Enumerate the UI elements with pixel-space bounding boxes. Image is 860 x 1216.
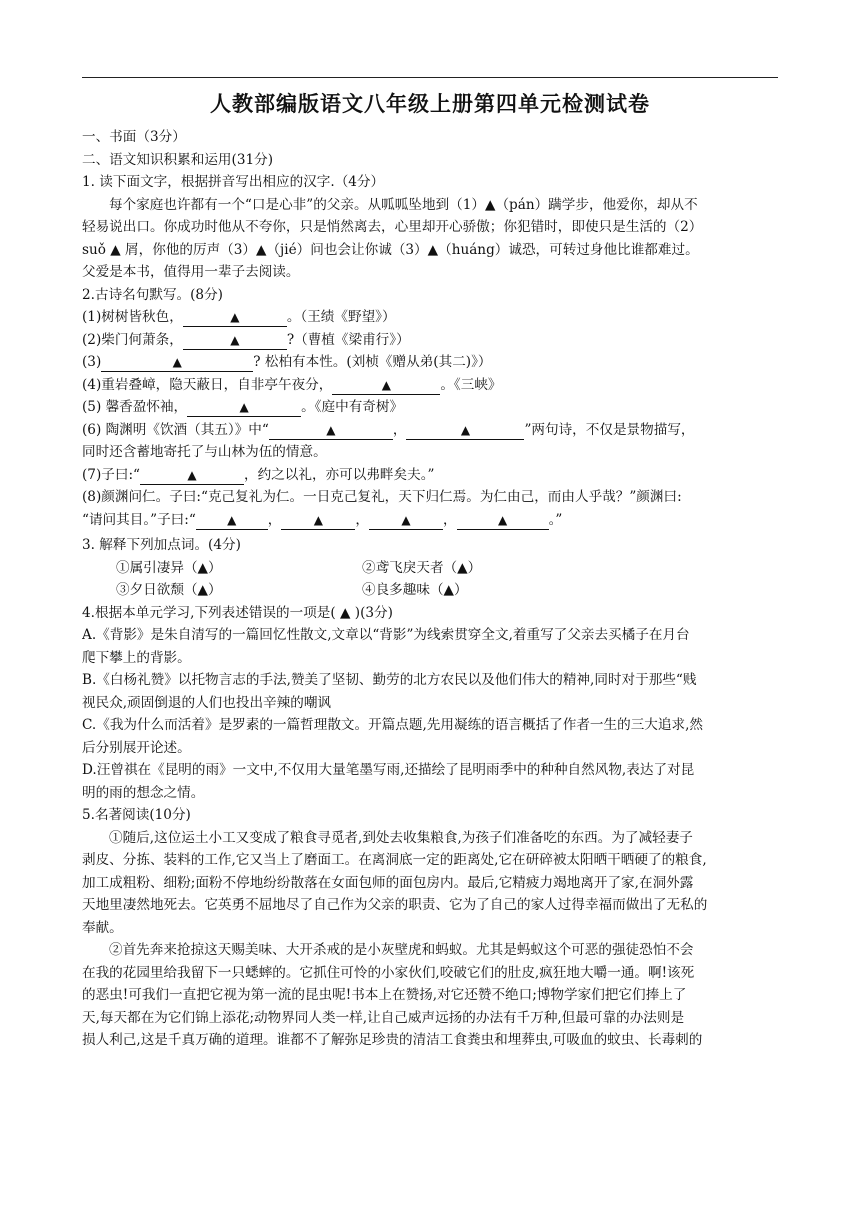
q4-heading: 4.根据本单元学习,下列表述错误的一项是( ▲ )(3分): [82, 604, 393, 621]
q2-item-7: (7)子曰:“ ▲ ，约之以礼，亦可以弗畔矣夫。”: [82, 466, 435, 483]
q5-p2-line: 天,每天都在为它们锦上添花;动物界同人类一样,让自己威声远扬的办法有千万种,但最可靠的办法则是: [82, 1009, 685, 1026]
q2-item-8-line-1: (8)颜渊问仁。子曰:“克己复礼为仁。一日克己复礼，天下归仁焉。为仁由己，而由人乎哉？”颜渊曰:: [82, 489, 682, 505]
q3-item-1: ①属引凄异（▲）: [116, 559, 222, 576]
answer-blank[interactable]: ▲: [281, 511, 355, 530]
answer-blank[interactable]: ▲: [101, 353, 253, 372]
q5-p2-line: 损人利己,这是千真万确的道理。谁都不了解弥足珍贵的清洁工食粪虫和埋葬虫,可吸血的蚊虫、长毒刺的: [82, 1032, 703, 1048]
q4-option-d-line-2: 明的雨的想念之情。: [82, 784, 205, 801]
section-heading-2: 二、语文知识积累和运用(31分): [82, 151, 274, 168]
q4-option-d-line-1: D.汪曾祺在《昆明的雨》一文中,不仅用大量笔墨写雨,还描绘了昆明雨季中的种种自然风物,表达了对昆: [82, 762, 695, 778]
q4-option-c-line-2: 后分别展开论述。: [82, 739, 191, 756]
q1-line-3: suǒ ▲ 屑，你他的厉声（3）▲（jié）问也会让你诚（3）▲（huáng）诚恐，可转过身他比谁都难过。: [82, 241, 699, 258]
q5-p1-line: 剥皮、分拣、装料的工作,它又当上了磨面工。在离洞底一定的距离处,它在研碎被太阳晒干晒硬了的粮食,: [82, 852, 707, 868]
section-heading-1: 一、书面（3分）: [82, 129, 186, 145]
q3-item-2: ②鸢飞戾天者（▲）: [362, 559, 482, 576]
answer-blank[interactable]: ▲: [332, 376, 440, 395]
answer-blank[interactable]: ▲: [457, 511, 549, 530]
q2-heading: 2.古诗名句默写。(8分): [82, 286, 223, 303]
q5-p1-line: 天地里凄然地死去。它英勇不屈地尽了自己作为父亲的职责、它为了自己的家人过得幸福而做出了无私的: [82, 897, 708, 913]
q5-p2-line: 的恶虫!可我们一直把它视为第一流的昆虫呢!书本上在赞扬,对它还赞不绝口;博物学家们把它们捧上了: [82, 987, 687, 1003]
q5-p2-line: 在我的花园里给我留下一只蟋蟀的。它抓住可怜的小家伙们,咬破它们的肚皮,疯狂地大嚼一通。啊!该死: [82, 964, 695, 981]
q3-row-1: [82, 557, 778, 580]
q2-item-3: (3) ▲ ? 松柏有本性。(刘桢《赠从弟(其二)》）: [82, 354, 492, 370]
answer-blank[interactable]: ▲: [269, 421, 393, 440]
answer-blank[interactable]: ▲: [140, 466, 244, 485]
q5-heading: 5.名著阅读(10分): [82, 807, 191, 823]
q5-p1-line: 加工成粗粉、细粉;面粉不停地纷纷散落在女面包师的面包房内。最后,它精疲力竭地离开了家,在洞外露: [82, 874, 694, 891]
answer-blank[interactable]: ▲: [196, 511, 268, 530]
q4-option-a-line-1: A.《背影》是朱自清写的一篇回忆性散文,文章以“背影”为线索贯穿全文,着重写了父亲去买橘子在月台: [82, 627, 690, 643]
answer-blank[interactable]: ▲: [187, 398, 301, 417]
q3-item-4: ④良多趣味（▲）: [362, 582, 468, 598]
q2-item-5: (5) 馨香盈怀袖， ▲ 。《庭中有奇树》: [82, 399, 404, 415]
top-rule: [82, 77, 778, 78]
page-title: 人教部编版语文八年级上册第四单元检测试卷: [210, 92, 650, 116]
q5-p1-line: 奉献。: [82, 919, 123, 936]
answer-blank[interactable]: ▲: [183, 331, 287, 350]
q4-option-c-line-1: C.《我为什么而活着》是罗素的一篇哲理散文。开篇点题,先用凝练的语言概括了作者一生的三大追求,然: [82, 717, 704, 733]
q2-item-4: (4)重岩叠嶂，隐天蔽日，自非亭午夜分， ▲ 。《三峡》: [82, 376, 502, 393]
answer-blank[interactable]: ▲: [406, 421, 524, 440]
q3-heading: 3. 解释下列加点词。(4分): [82, 537, 241, 553]
q5-p1-line: ①随后,这位运土小工又变成了粮食寻觅者,到处去收集粮食,为孩子们准备吃的东西。为了减轻妻子: [109, 829, 693, 846]
q4-option-b-line-1: B.《白杨礼赞》以托物言志的手法,赞美了坚韧、勤劳的北方农民以及他们伟大的精神,同时对于那些“贱: [82, 672, 697, 688]
q3-item-3: ③夕日欲颓（▲）: [116, 582, 222, 598]
q2-item-6-line-2: 同时还含蓄地寄托了与山林为伍的情意。: [82, 444, 327, 460]
q4-option-b-line-2: 视民众,顽固倒退的人们也投出辛辣的嘲讽: [82, 694, 332, 711]
q4-option-a-line-2: 爬下攀上的背影。: [82, 649, 191, 666]
q2-item-8-line-2: “请问其目。”子曰:“ ▲ ， ▲ ， ▲ ， ▲ 。”: [82, 511, 563, 528]
q2-item-2: (2)柴门何萧条， ▲ ?（曹植《梁甫行》）: [82, 331, 410, 348]
answer-blank[interactable]: ▲: [183, 308, 287, 327]
answer-blank[interactable]: ▲: [369, 511, 443, 530]
q1-line-2: 轻易说出口。你成功时他从不夸你，只是悄然离去，心里却开心骄傲；你犯错时，即使只是生活的（2）: [82, 219, 703, 235]
q2-item-1: (1)树树皆秋色， ▲ 。（王绩《野望》）: [82, 309, 396, 325]
q1-line-4: 父爱是本书，值得用一辈子去阅读。: [82, 264, 300, 280]
q1-heading: 1. 读下面文字，根据拼音写出相应的汉字.（4分）: [82, 174, 385, 190]
q3-row-2: [82, 579, 778, 602]
exam-content: [82, 126, 778, 1052]
q2-item-6: (6) 陶渊明《饮酒（其五）》中“ ▲ ， ▲ ”两句诗，不仅是景物描写，: [82, 421, 695, 438]
q1-line-1: 每个家庭也许都有一个“口是心非”的父亲。从呱呱坠地到（1）▲（pán）蹒学步，他爱你，却从不: [109, 196, 698, 213]
q5-p2-line: ②首先奔来抢掠这天赐美味、大开杀戒的是小灰壁虎和蚂蚁。尤其是蚂蚁这个可恶的强徒恐怕不会: [109, 942, 694, 958]
